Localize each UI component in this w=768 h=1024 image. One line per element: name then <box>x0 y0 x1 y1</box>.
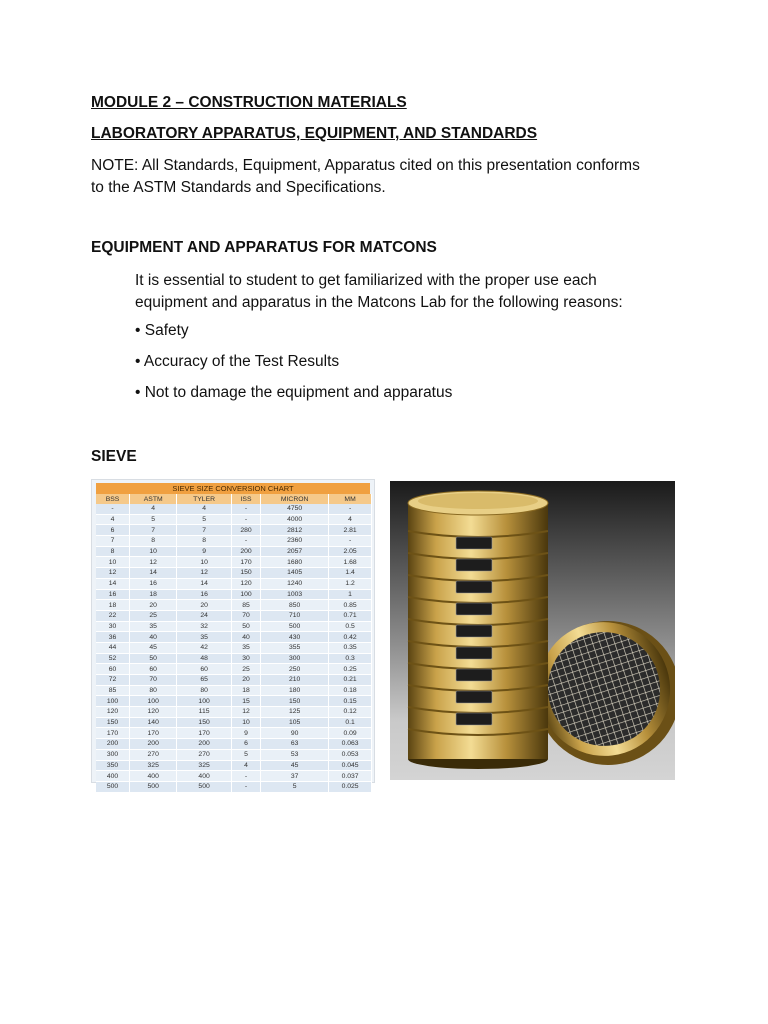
table-cell: 2.81 <box>329 525 372 536</box>
table-cell: - <box>231 514 260 525</box>
table-cell: 4000 <box>261 514 329 525</box>
table-cell: 4 <box>177 504 232 514</box>
column-header: MICRON <box>261 494 329 504</box>
table-cell: 7 <box>96 536 130 547</box>
table-header-row <box>96 494 372 504</box>
bullet-safety: • Safety <box>135 322 189 339</box>
column-header: BSS <box>96 494 130 504</box>
note-line-2: to the ASTM Standards and Specifications. <box>91 179 386 196</box>
table-cell: 72 <box>96 675 130 686</box>
table-cell: 120 <box>231 578 260 589</box>
table-row <box>96 546 372 557</box>
table-cell: 4 <box>231 760 260 771</box>
table-cell: 0.35 <box>329 642 372 653</box>
table-cell: 0.063 <box>329 739 372 750</box>
table-cell: 9 <box>177 546 232 557</box>
table-row <box>96 717 372 728</box>
table-row <box>96 632 372 643</box>
table-cell: 300 <box>261 653 329 664</box>
table-cell: - <box>329 504 372 514</box>
table-cell: 6 <box>231 739 260 750</box>
table-cell: 1680 <box>261 557 329 568</box>
table-cell: 170 <box>130 728 177 739</box>
table-cell: 2057 <box>261 546 329 557</box>
table-cell: 10 <box>96 557 130 568</box>
table-cell: 280 <box>231 525 260 536</box>
table-cell: 7 <box>177 525 232 536</box>
table-cell: 35 <box>177 632 232 643</box>
table-cell: 16 <box>177 589 232 600</box>
table-cell: 0.09 <box>329 728 372 739</box>
table-cell: 0.42 <box>329 632 372 643</box>
table-row <box>96 707 372 718</box>
table-cell: 2360 <box>261 536 329 547</box>
table-cell: 5 <box>177 514 232 525</box>
table-cell: 70 <box>130 675 177 686</box>
table-cell: 0.71 <box>329 610 372 621</box>
table-row <box>96 749 372 760</box>
table-cell: 85 <box>231 600 260 611</box>
table-cell: 53 <box>261 749 329 760</box>
table-row <box>96 525 372 536</box>
table-cell: 150 <box>261 696 329 707</box>
module-title: MODULE 2 – CONSTRUCTION MATERIALS <box>91 94 407 111</box>
table-cell: 250 <box>261 664 329 675</box>
table-cell: 14 <box>96 578 130 589</box>
table-cell: 200 <box>130 739 177 750</box>
table-cell: 325 <box>130 760 177 771</box>
table-cell: 170 <box>231 557 260 568</box>
table-cell: 60 <box>130 664 177 675</box>
table-cell: 140 <box>130 717 177 728</box>
table-cell: 5 <box>130 514 177 525</box>
sieve-heading: SIEVE <box>91 448 137 465</box>
table-cell: 200 <box>96 739 130 750</box>
table-cell: 710 <box>261 610 329 621</box>
table-row <box>96 739 372 750</box>
table-cell: 270 <box>177 749 232 760</box>
table-cell: 65 <box>177 675 232 686</box>
table-cell: 4 <box>329 514 372 525</box>
intro-paragraph <box>135 270 677 314</box>
table-cell: 100 <box>177 696 232 707</box>
table-cell: 0.21 <box>329 675 372 686</box>
table-cell: 850 <box>261 600 329 611</box>
table-cell: 4 <box>130 504 177 514</box>
table-cell: 325 <box>177 760 232 771</box>
table-cell: 210 <box>261 675 329 686</box>
table-cell: 80 <box>177 685 232 696</box>
table-cell: 22 <box>96 610 130 621</box>
note-line-1: NOTE: All Standards, Equipment, Apparatus cited on this presentation conforms <box>91 157 640 174</box>
table-cell: 1240 <box>261 578 329 589</box>
table-cell: 170 <box>177 728 232 739</box>
sieve-table <box>96 494 372 793</box>
table-cell: 37 <box>261 771 329 782</box>
table-cell: 32 <box>177 621 232 632</box>
table-row <box>96 760 372 771</box>
table-row <box>96 728 372 739</box>
table-cell: 1003 <box>261 589 329 600</box>
table-cell: 120 <box>130 707 177 718</box>
table-cell: 430 <box>261 632 329 643</box>
table-cell: 40 <box>130 632 177 643</box>
table-body <box>96 504 372 792</box>
table-row <box>96 642 372 653</box>
sieve-size-conversion-chart <box>91 479 375 791</box>
table-row <box>96 514 372 525</box>
table-row <box>96 781 372 792</box>
table-cell: 24 <box>177 610 232 621</box>
table-cell: 2812 <box>261 525 329 536</box>
table-cell: 5 <box>231 749 260 760</box>
table-cell: 0.12 <box>329 707 372 718</box>
table-cell: 500 <box>177 781 232 792</box>
table-row <box>96 610 372 621</box>
table-cell: 40 <box>231 632 260 643</box>
table-cell: 5 <box>261 781 329 792</box>
table-cell: 150 <box>177 717 232 728</box>
table-row <box>96 685 372 696</box>
table-cell: 8 <box>96 546 130 557</box>
intro-line-1: It is essential to student to get familiarized with the proper use each <box>135 272 597 289</box>
table-cell: 35 <box>231 642 260 653</box>
table-cell: - <box>231 504 260 514</box>
equipment-heading: EQUIPMENT AND APPARATUS FOR MATCONS <box>91 239 437 256</box>
table-cell: 1.2 <box>329 578 372 589</box>
bullet-no-damage: • Not to damage the equipment and apparatus <box>135 384 453 401</box>
chart-title: SIEVE SIZE CONVERSION CHART <box>96 483 370 494</box>
table-cell: 355 <box>261 642 329 653</box>
column-header: MM <box>329 494 372 504</box>
column-header: ISS <box>231 494 260 504</box>
table-row <box>96 589 372 600</box>
table-cell: 90 <box>261 728 329 739</box>
table-cell: 60 <box>96 664 130 675</box>
table-cell: 105 <box>261 717 329 728</box>
table-cell: 1 <box>329 589 372 600</box>
table-row <box>96 536 372 547</box>
table-cell: 14 <box>130 568 177 579</box>
table-cell: 0.18 <box>329 685 372 696</box>
bullet-accuracy: • Accuracy of the Test Results <box>135 353 340 370</box>
table-cell: 25 <box>231 664 260 675</box>
table-row <box>96 696 372 707</box>
table-row <box>96 675 372 686</box>
table-cell: 35 <box>130 621 177 632</box>
table-cell: 7 <box>130 525 177 536</box>
table-cell: 12 <box>231 707 260 718</box>
table-cell: 125 <box>261 707 329 718</box>
table-cell: 100 <box>231 589 260 600</box>
table-cell: 500 <box>130 781 177 792</box>
table-row <box>96 664 372 675</box>
table-cell: 12 <box>177 568 232 579</box>
table-cell: 500 <box>261 621 329 632</box>
table-cell: 50 <box>130 653 177 664</box>
table-cell: 15 <box>231 696 260 707</box>
table-cell: 48 <box>177 653 232 664</box>
table-cell: 60 <box>177 664 232 675</box>
column-header: TYLER <box>177 494 232 504</box>
section-title: LABORATORY APPARATUS, EQUIPMENT, AND STANDARDS <box>91 125 538 142</box>
table-cell: 45 <box>261 760 329 771</box>
table-cell: - <box>231 771 260 782</box>
table-cell: 44 <box>96 642 130 653</box>
table-cell: 30 <box>231 653 260 664</box>
table-row <box>96 621 372 632</box>
table-cell: 80 <box>130 685 177 696</box>
table-cell: 20 <box>177 600 232 611</box>
table-cell: 20 <box>231 675 260 686</box>
table-row <box>96 771 372 782</box>
intro-line-2: equipment and apparatus in the Matcons Lab for the following reasons: <box>135 294 623 311</box>
table-cell: 14 <box>177 578 232 589</box>
table-cell: 18 <box>130 589 177 600</box>
table-cell: 150 <box>231 568 260 579</box>
table-cell: 10 <box>177 557 232 568</box>
table-cell: - <box>329 536 372 547</box>
table-cell: 50 <box>231 621 260 632</box>
table-row <box>96 504 372 514</box>
table-cell: 9 <box>231 728 260 739</box>
table-cell: 100 <box>96 696 130 707</box>
table-cell: 20 <box>130 600 177 611</box>
table-cell: 0.053 <box>329 749 372 760</box>
table-cell: 36 <box>96 632 130 643</box>
table-cell: 350 <box>96 760 130 771</box>
table-cell: 170 <box>96 728 130 739</box>
table-cell: 0.85 <box>329 600 372 611</box>
table-cell: 0.1 <box>329 717 372 728</box>
table-cell: 0.5 <box>329 621 372 632</box>
note-paragraph <box>91 155 691 199</box>
table-cell: 200 <box>177 739 232 750</box>
table-cell: 8 <box>177 536 232 547</box>
table-cell: 42 <box>177 642 232 653</box>
table-cell: 0.25 <box>329 664 372 675</box>
sieve-stack <box>408 491 548 769</box>
table-row <box>96 653 372 664</box>
table-cell: 270 <box>130 749 177 760</box>
table-cell: 0.15 <box>329 696 372 707</box>
brass-sieves-photo <box>390 481 675 780</box>
column-header: ASTM <box>130 494 177 504</box>
table-cell: - <box>96 504 130 514</box>
table-cell: 16 <box>130 578 177 589</box>
table-cell: 400 <box>96 771 130 782</box>
table-row <box>96 578 372 589</box>
table-cell: 10 <box>130 546 177 557</box>
table-cell: 52 <box>96 653 130 664</box>
table-cell: 16 <box>96 589 130 600</box>
table-cell: 150 <box>96 717 130 728</box>
table-cell: 120 <box>96 707 130 718</box>
table-cell: 500 <box>96 781 130 792</box>
table-cell: 45 <box>130 642 177 653</box>
table-cell: 2.05 <box>329 546 372 557</box>
table-cell: 115 <box>177 707 232 718</box>
table-cell: 6 <box>96 525 130 536</box>
table-cell: 100 <box>130 696 177 707</box>
table-cell: - <box>231 781 260 792</box>
table-cell: 12 <box>130 557 177 568</box>
table-cell: 180 <box>261 685 329 696</box>
table-cell: 70 <box>231 610 260 621</box>
table-cell: 25 <box>130 610 177 621</box>
table-cell: 4750 <box>261 504 329 514</box>
sieves-illustration <box>390 481 675 780</box>
table-cell: 0.025 <box>329 781 372 792</box>
table-cell: 12 <box>96 568 130 579</box>
table-cell: 400 <box>177 771 232 782</box>
table-cell: 18 <box>96 600 130 611</box>
table-row <box>96 600 372 611</box>
table-row <box>96 557 372 568</box>
table-cell: 10 <box>231 717 260 728</box>
table-cell: 0.045 <box>329 760 372 771</box>
table-cell: 400 <box>130 771 177 782</box>
table-cell: 8 <box>130 536 177 547</box>
table-cell: 0.3 <box>329 653 372 664</box>
table-cell: 1405 <box>261 568 329 579</box>
table-cell: 85 <box>96 685 130 696</box>
table-row <box>96 568 372 579</box>
table-cell: 200 <box>231 546 260 557</box>
table-cell: 1.4 <box>329 568 372 579</box>
table-cell: 0.037 <box>329 771 372 782</box>
table-cell: 30 <box>96 621 130 632</box>
table-cell: 1.68 <box>329 557 372 568</box>
table-cell: - <box>231 536 260 547</box>
table-cell: 4 <box>96 514 130 525</box>
table-cell: 63 <box>261 739 329 750</box>
table-cell: 18 <box>231 685 260 696</box>
table-cell: 300 <box>96 749 130 760</box>
